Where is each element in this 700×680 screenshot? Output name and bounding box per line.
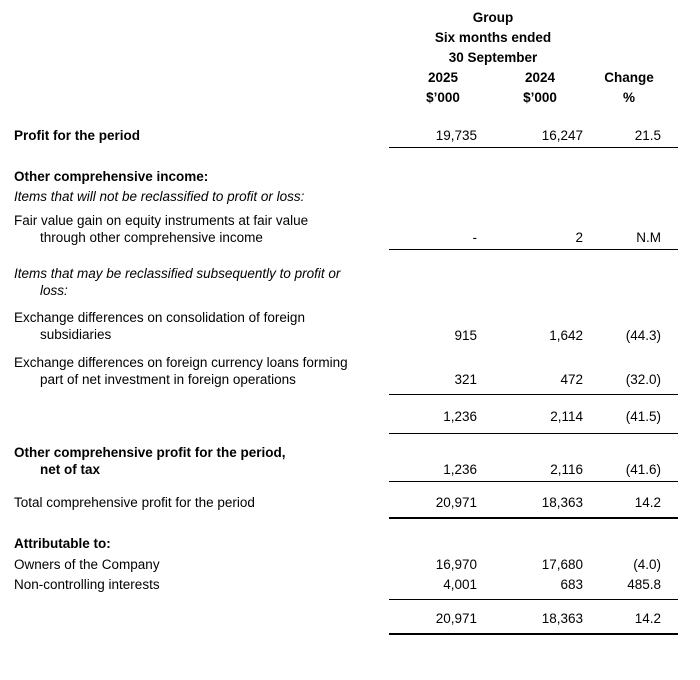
value-2024: 17,680 [541, 557, 583, 572]
row-label: Other comprehensive profit for the period, net of tax [14, 445, 286, 477]
section-heading-label: Attributable to: [14, 536, 111, 551]
value-change: (32.0) [625, 372, 661, 387]
value-2025: 1,236 [443, 462, 477, 477]
table-row-non-controlling-interests [0, 576, 700, 600]
row-label: Fair value gain on equity instruments at fair value through other comprehensive income [14, 213, 309, 245]
row-label: Exchange differences on foreign currency loans forming part of net investment in foreign operations [14, 355, 348, 387]
period-line-2: 30 September [448, 50, 538, 65]
table-row-exchange-consolidation [0, 309, 700, 347]
table-row-attributable-total [0, 610, 700, 635]
value-2025: 321 [454, 372, 477, 387]
group-title: Group [472, 10, 514, 25]
value-2025: - [472, 230, 477, 245]
table-header-group [396, 8, 590, 68]
row-label: Profit for the period [14, 128, 140, 143]
row-values [389, 408, 678, 434]
row-label: Non-controlling interests [14, 577, 160, 592]
value-2024: 683 [560, 577, 583, 592]
column-unit: $’000 [523, 90, 557, 105]
value-2025: 915 [454, 328, 477, 343]
value-change: 14.2 [634, 495, 661, 510]
row-label [0, 631, 389, 635]
column-year: Change [604, 70, 654, 85]
section-heading-label: Other comprehensive income: [14, 169, 209, 184]
row-values [389, 610, 678, 635]
value-2025: 1,236 [443, 409, 477, 424]
table-row-fair-value-gain [0, 212, 700, 250]
row-label: Exchange differences on consolidation of foreign subsidiaries [14, 310, 305, 342]
column-year: 2024 [524, 70, 556, 85]
table-row-profit-for-period [0, 127, 700, 148]
value-2024: 2,114 [550, 409, 583, 424]
row-values [389, 556, 678, 573]
value-2024: 472 [560, 372, 583, 387]
table-row-total-comprehensive-profit [0, 494, 700, 519]
value-change: 21.5 [634, 128, 661, 143]
value-change: (41.5) [625, 409, 661, 424]
column-year: 2025 [427, 70, 459, 85]
section-subheading-label: Items that may be reclassified subsequently to profit or loss: [14, 266, 341, 298]
value-2024: 2,116 [550, 462, 583, 477]
section-heading-attributable-to [0, 535, 700, 552]
value-change: (44.3) [625, 328, 661, 343]
table-row-exchange-foreign-loans [0, 354, 700, 395]
column-headers [389, 68, 678, 108]
section-subheading-label: Items that will not be reclassified to profit or loss: [14, 189, 305, 204]
row-values [389, 229, 678, 250]
value-2025: 20,971 [435, 611, 477, 626]
value-2024: 18,363 [541, 611, 583, 626]
value-2024: 18,363 [541, 495, 583, 510]
value-change: (4.0) [633, 557, 661, 572]
value-2025: 20,971 [435, 495, 477, 510]
period-line-1: Six months ended [434, 30, 552, 45]
value-2025: 19,735 [435, 128, 477, 143]
value-2024: 2 [575, 230, 583, 245]
column-header-change [583, 68, 678, 108]
row-values [389, 494, 678, 519]
row-label: Owners of the Company [14, 557, 160, 572]
table-row-owners-of-company [0, 556, 700, 573]
section-subheading-may-be-reclassified [0, 265, 700, 299]
row-values [389, 371, 678, 395]
column-unit: $’000 [426, 90, 460, 105]
row-values [389, 127, 678, 148]
table-row-oci-net-of-tax [0, 444, 700, 482]
section-subheading-not-reclassified [0, 188, 700, 205]
row-values [389, 327, 678, 347]
column-header-2024 [477, 68, 583, 108]
column-header-2025 [389, 68, 477, 108]
row-values [389, 461, 678, 482]
section-heading-other-comprehensive-income [0, 168, 700, 185]
value-2024: 1,642 [549, 328, 583, 343]
value-2024: 16,247 [541, 128, 583, 143]
value-change: N.M [636, 230, 661, 245]
value-2025: 4,001 [443, 577, 477, 592]
column-unit: % [622, 90, 635, 105]
value-change: (41.6) [625, 462, 661, 477]
row-label: Total comprehensive profit for the period [14, 495, 255, 510]
row-label [0, 430, 389, 434]
value-2025: 16,970 [435, 557, 477, 572]
value-change: 485.8 [627, 577, 661, 592]
row-values [389, 576, 678, 600]
value-change: 14.2 [634, 611, 661, 626]
table-row-reclassifiable-subtotal [0, 408, 700, 434]
